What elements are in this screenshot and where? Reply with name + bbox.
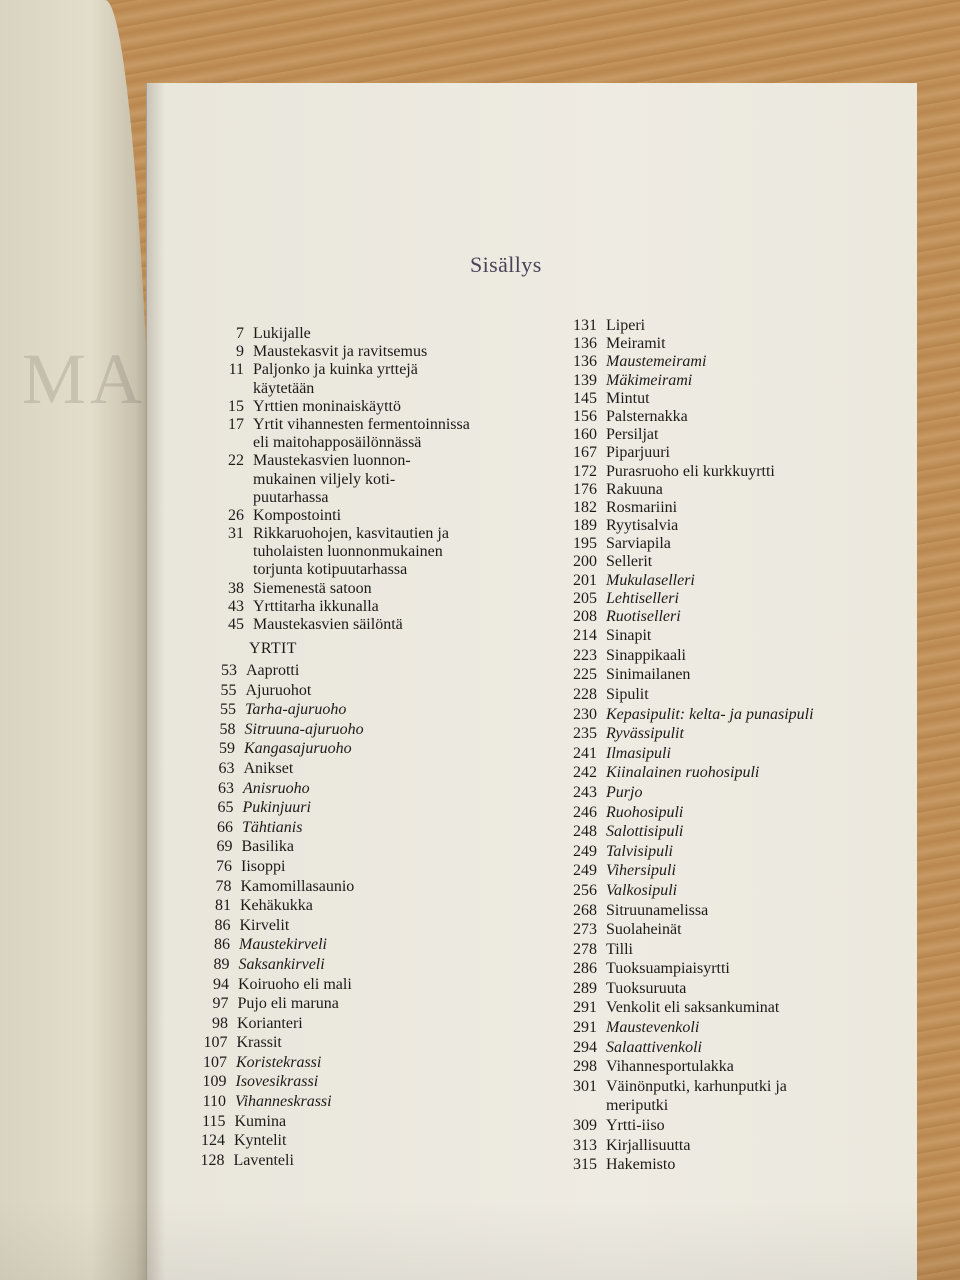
toc-entry-title: Persiljat [606,426,659,444]
toc-page-number: 78 [215,877,232,895]
toc-page-number: 131 [573,317,597,334]
toc-page-number: 195 [573,535,597,553]
toc-entry-title: Ajuruohot [245,681,312,699]
toc-entry-title: Purjo [606,783,643,801]
toc-entry [553,842,814,862]
toc-entry [553,646,814,666]
toc-entry-title: eli maitohapposäilönnässä [253,434,422,452]
toc-page-number: 156 [573,407,597,425]
toc-entry [553,572,814,590]
toc-entry-continuation [200,543,470,561]
toc-page-number: 228 [573,685,597,703]
toc-entry [190,798,362,818]
toc-entry [191,739,363,759]
toc-entry [553,783,814,803]
toc-entry [553,317,814,335]
toc-entry-title: Saksankirveli [238,955,325,973]
left-page-ghost-title: MA [22,339,147,419]
toc-entry-title: Sipulit [606,685,649,703]
toc-page-number: 242 [573,764,597,782]
toc-entry-title: Aaprotti [246,662,300,679]
toc-entry-title: Maustekasvit ja ravitsemus [253,343,428,361]
toc-entry-title: Maustekirveli [239,936,327,954]
toc-entry-title: Yrttien moninaiskäyttö [253,397,401,415]
toc-entry-title: Yrtit vihannesten fermentoinnissa [253,415,470,433]
toc-page-number: 94 [213,975,229,993]
toc-entry [187,896,359,916]
toc-entry [553,803,814,823]
toc-page-number: 205 [573,589,597,607]
toc-entry-title: Valkosipuli [606,881,678,899]
toc-entry-title: Piparjuuri [606,444,670,462]
toc-entry-title: Kehäkukka [240,897,313,915]
toc-entry [189,837,361,857]
toc-page-number: 43 [228,597,244,615]
toc-page-number: 136 [573,335,597,353]
toc-page-number: 81 [215,897,231,915]
toc-entry [200,525,470,543]
toc-entry [553,920,814,940]
toc-page-number: 109 [202,1073,227,1091]
toc-entry-title: Salottisipuli [606,823,684,841]
toc-entry [553,1018,814,1038]
toc-entry [553,744,814,764]
toc-page-number: 107 [203,1053,227,1071]
toc-entry [184,1033,356,1053]
toc-entry-continuation [200,380,470,398]
toc-entry-title: Maustekasvien säilöntä [253,616,403,633]
toc-page-number: 136 [573,353,597,371]
toc-entry [187,916,359,936]
toc-page-number: 225 [573,666,597,684]
toc-entry [553,685,814,705]
toc-page-number: 89 [213,955,230,973]
toc-page-number: 248 [573,823,597,841]
toc-page-number: 86 [214,936,230,954]
toc-entry-title: Suolaheinät [606,921,682,939]
toc-page-number: 145 [573,389,597,407]
toc-page-number: 243 [573,783,597,801]
toc-page-number: 26 [228,506,244,524]
toc-page-number: 256 [573,881,597,899]
toc-entry-title: Anisruoho [243,779,310,797]
toc-entry-title: Isovesikrassi [235,1073,319,1091]
toc-entry-title: käytetään [253,379,315,397]
toc-page-number: 7 [236,325,244,342]
toc-entry [186,955,358,975]
toc-entry [200,598,470,616]
toc-entry [553,626,814,646]
toc-entry [200,452,470,470]
toc-entry-title: Ruohosipuli [606,803,684,821]
toc-entry [553,372,814,390]
toc-entry [185,994,357,1014]
toc-entry-continuation [200,489,470,507]
toc-entry [553,959,814,979]
toc-page-number: 63 [218,779,234,797]
toc-page-number: 55 [220,681,237,699]
toc-entry-title: Tähtianis [242,818,303,836]
toc-entry-title: Ryytisalvia [606,517,679,535]
toc-page-number: 53 [221,662,237,679]
toc-entry-title: Venkolit eli saksankuminat [606,999,780,1017]
toc-entry [200,616,470,634]
toc-entry [200,580,470,598]
toc-entry [553,408,814,426]
toc-entry-title: Hakemisto [606,1156,676,1174]
toc-entry-title: Kompostointi [253,506,342,524]
toc-entry [553,463,814,481]
toc-entry [185,975,357,995]
toc-entry-title: Paljonko ja kuinka yrttejä [253,361,418,379]
toc-page-number: 128 [200,1151,225,1169]
toc-entry-title: Sitruunamelissa [606,901,709,919]
toc-entry-title: Krassit [236,1034,282,1052]
toc-entry-title: Mintut [606,389,650,407]
toc-entry-title: Kyntelit [234,1132,287,1150]
toc-entry [553,353,814,371]
toc-entry [553,1077,814,1097]
toc-entry [189,818,361,838]
toc-entry-title: Meiramit [606,335,666,353]
toc-entry-title: puutarhassa [253,488,329,506]
toc-entry [182,1112,354,1132]
toc-entry-title: Koiruoho eli mali [238,975,352,993]
toc-entry-title: Kumina [234,1112,287,1130]
toc-page-number: 182 [573,498,597,516]
toc-page-number: 66 [217,818,233,836]
toc-entry-title: Kiinalainen ruohosipuli [606,764,760,782]
toc-entry-title: Yrttitarha ikkunalla [253,597,379,615]
toc-page-number: 315 [573,1156,597,1174]
toc-entry [553,861,814,881]
toc-page-number: 313 [573,1136,597,1154]
toc-page-number [200,543,244,561]
toc-page-number: 294 [573,1038,597,1056]
toc-page-number: 65 [217,799,234,817]
toc-entry [191,759,363,779]
toc-entry-title: Rosmariini [606,498,678,516]
toc-entry-title: Mukulaselleri [606,571,695,589]
toc-entry [183,1072,355,1092]
toc-entry-title: Pukinjuuri [242,799,311,817]
toc-page-number: 22 [228,452,244,470]
toc-entry [193,661,365,681]
toc-page-number: 76 [216,857,232,875]
toc-column-right [553,317,814,1175]
toc-page-number: 98 [212,1014,228,1032]
toc-entry-title: Sitruuna-ajuruoho [244,720,364,738]
toc-entry [553,335,814,353]
toc-entry [188,877,360,897]
toc-entry-title: Tilli [606,940,633,958]
toc-entry-title: Purasruoho eli kurkkuyrtti [606,462,775,480]
toc-page-number: 268 [573,901,597,919]
toc-entry-title: Salaattivenkoli [606,1038,702,1056]
toc-entry [200,507,470,525]
toc-entry-title: Liperi [606,317,646,334]
toc-entry-title: Yrtti-iiso [606,1117,665,1135]
toc-entry-title: Korianteri [237,1014,303,1032]
toc-page-number: 223 [573,646,597,664]
toc-entry [182,1092,354,1112]
toc-page-number: 176 [573,480,597,498]
toc-entry-title: Kirjallisuutta [606,1136,691,1154]
toc-page-number [200,380,244,398]
toc-entry [193,681,365,701]
toc-page-number: 110 [202,1093,226,1111]
toc-entry [553,1155,814,1175]
toc-page-number [200,471,244,489]
toc-page-number: 15 [228,397,244,415]
toc-page-number: 291 [573,999,597,1017]
toc-entry-title: Tuoksuruuta [606,979,687,997]
toc-entry-title: Mäkimeirami [606,371,693,389]
section-heading-yrtit: YRTIT [249,640,297,657]
toc-entry-title: Basilika [241,838,294,856]
toc-entry-title: Kangasajuruoho [244,740,352,758]
toc-entry [188,857,360,877]
toc-entry-title: Maustekasvien luonnon- [253,452,411,470]
toc-page-number: 246 [573,803,597,821]
toc-entry-title: Laventeli [233,1151,294,1169]
toc-entry-continuation [553,1096,814,1116]
toc-page-number: 309 [573,1117,597,1135]
toc-page-number: 286 [573,960,597,978]
toc-page-number: 17 [228,415,244,433]
toc-page-number: 139 [573,371,597,389]
toc-entry-title: Kirvelit [239,916,290,934]
toc-entry-continuation [200,471,470,489]
toc-page-number: 115 [202,1112,226,1130]
toc-entry-title: Vihanneskrassi [235,1093,332,1111]
toc-entry [553,763,814,783]
page-title: Sisällys [470,252,542,277]
toc-page-number: 201 [573,571,597,589]
toc-page-number: 31 [228,525,244,543]
toc-entry [200,398,470,416]
toc-entry-title: Sellerit [606,553,653,571]
toc-entry [553,665,814,685]
toc-page-number: 107 [203,1034,228,1052]
toc-entry [553,499,814,517]
toc-page-number: 249 [573,862,597,880]
toc-page-number: 86 [214,916,231,934]
toc-entry-title: Talvisipuli [606,842,673,860]
toc-page-number: 69 [216,838,233,856]
toc-page-number: 59 [219,740,235,758]
toc-entry [181,1131,353,1151]
toc-entry [186,935,358,955]
toc-entry-title: Maustemeirami [606,353,707,371]
toc-entry [553,705,814,725]
toc-entry [553,390,814,408]
toc-entry-title: Sinappikaali [606,646,686,664]
toc-entry-title: Sinapit [606,627,652,645]
toc-page-number: 55 [220,701,236,719]
toc-entry-title: tuholaisten luonnonmukainen [253,543,443,561]
toc-entry-title: Sarviapila [606,535,671,553]
toc-page-number: 249 [573,842,597,860]
toc-entry-title: Tarha-ajuruoho [245,701,347,719]
toc-entry-title: Rikkaruohojen, kasvitautien ja [253,525,449,543]
toc-entry-title: Vihannesportulakka [606,1058,734,1076]
toc-entry-title: Siemenestä satoon [253,579,372,597]
toc-page-number: 208 [573,608,597,625]
toc-page-number: 124 [201,1132,225,1150]
toc-entry [181,1151,353,1171]
toc-entry-title: Maustevenkoli [606,1019,700,1037]
toc-page-number: 63 [218,759,235,777]
toc-entry [553,517,814,535]
toc-page-number: 235 [573,725,597,743]
toc-entry-title: Rakuuna [606,480,663,498]
toc-entry [553,1136,814,1156]
toc-entry [553,444,814,462]
toc-page-number [553,1096,597,1116]
toc-entry-title: mukainen viljely koti- [253,470,396,488]
toc-entry-continuation [200,434,470,452]
toc-entry [183,1053,355,1073]
toc-entry-title: Vihersipuli [606,862,676,880]
toc-entry [553,940,814,960]
toc-page-number: 273 [573,921,597,939]
toc-entry [553,901,814,921]
toc-entry-title: Väinönputki, karhunputki ja [606,1077,787,1095]
toc-entry-title: meriputki [606,1097,669,1115]
toc-entry-title: Kepasipulit: kelta- ja punasipuli [606,705,814,723]
toc-page-number: 38 [228,579,244,597]
toc-column-yrtit [193,661,365,1170]
toc-page-number: 289 [573,979,597,997]
toc-page-number: 301 [573,1077,597,1095]
toc-page-number: 241 [573,744,597,762]
toc-entry [200,416,470,434]
toc-entry [553,481,814,499]
toc-entry [192,720,364,740]
toc-entry-title: torjunta kotipuutarhassa [253,561,408,579]
toc-page-number: 298 [573,1058,597,1076]
toc-entry [192,700,364,720]
toc-page-number: 214 [573,627,597,645]
toc-page-number: 200 [573,553,597,571]
toc-entry [553,1057,814,1077]
toc-column-left [200,325,470,634]
toc-entry-title: Anikset [243,759,294,777]
toc-entry-title: Koristekrassi [236,1053,322,1071]
toc-entry [553,998,814,1018]
toc-entry-title: Ryvässipulit [606,725,684,743]
toc-entry-title: Ilmasipuli [606,744,671,762]
toc-entry [553,822,814,842]
toc-entry-continuation [200,561,470,579]
toc-entry-title: Tuoksuampiaisyrtti [606,960,730,978]
toc-page-number [200,561,244,579]
toc-page-number: 278 [573,940,597,958]
toc-entry [553,608,814,626]
toc-entry-title: Sinimailanen [606,666,691,684]
toc-page-number: 9 [236,343,244,361]
toc-page-number: 58 [219,720,236,738]
toc-page-number [200,489,244,507]
toc-entry-title: Pujo eli maruna [237,995,339,1013]
toc-entry [553,979,814,999]
toc-entry [553,426,814,444]
toc-entry [553,1038,814,1058]
toc-entry [184,1014,356,1034]
toc-page-number: 167 [573,444,597,462]
toc-entry [553,1116,814,1136]
toc-entry-title: Lehtiselleri [606,589,679,607]
toc-entry [200,325,470,343]
toc-entry-title: Kamomillasaunio [240,877,355,895]
toc-page-number: 172 [573,462,597,480]
toc-page-number: 189 [573,517,597,535]
toc-entry [200,361,470,379]
toc-page-number: 97 [212,995,229,1013]
toc-page-number: 160 [573,426,597,444]
toc-entry [553,724,814,744]
toc-entry [200,343,470,361]
toc-entry [553,881,814,901]
toc-entry [553,590,814,608]
toc-entry-title: Ruotiselleri [606,608,681,625]
toc-page-number: 11 [228,361,244,379]
toc-entry-title: Palsternakka [606,407,688,425]
toc-page-number [200,434,244,452]
toc-page-number: 230 [573,705,597,723]
toc-entry [553,553,814,571]
toc-entry-title: Lukijalle [253,325,311,342]
toc-page-number: 45 [228,616,244,633]
toc-page-number: 291 [573,1019,597,1037]
toc-entry [553,535,814,553]
toc-entry-title: Iisoppi [241,857,286,875]
toc-entry [190,779,362,799]
